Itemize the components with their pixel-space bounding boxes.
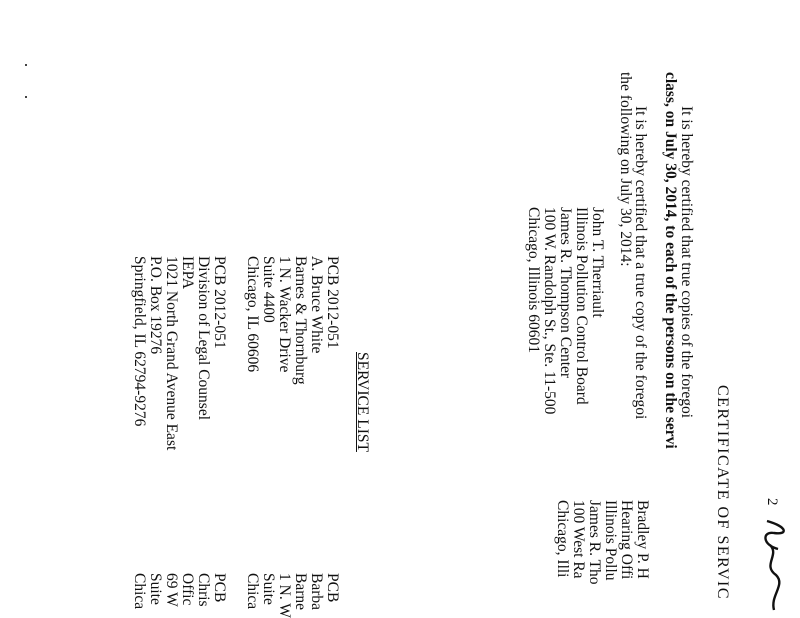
address-line: Bradley P. H <box>634 500 651 579</box>
body-paragraph-line-4: the following on July 30, 2014: <box>617 72 634 267</box>
address-line: PCB 2012-051 <box>324 256 341 349</box>
hearing-officer-block <box>554 500 650 585</box>
body-paragraph-line-2: class, on July 30, 2014, to each of the persons on the servi <box>662 72 679 449</box>
address-line: Chicago, Illinois 60601 <box>525 207 542 353</box>
address-line: Illinois Pollu <box>602 500 619 581</box>
address-line: PCB <box>211 573 228 603</box>
address-line: 1 N. Wacker Drive <box>276 256 293 373</box>
address-line: Chica <box>131 573 148 610</box>
scan-speck <box>25 96 27 98</box>
service-entry-3 <box>244 573 340 618</box>
address-line: Suite <box>260 573 277 605</box>
address-line: Hearing Offi <box>618 500 635 580</box>
address-line: PCB <box>324 573 341 603</box>
address-line: Division of Legal Counsel <box>195 256 212 421</box>
address-line: Illinois Pollution Control Board <box>573 207 590 405</box>
scan-speck <box>25 64 27 66</box>
address-line: Offic <box>179 573 196 606</box>
service-entry-1 <box>244 256 340 385</box>
address-line: James R. Thompson Center <box>557 207 574 379</box>
address-line: PCB 2012-051 <box>211 256 228 349</box>
address-line: Barnes & Thornburg <box>292 256 309 385</box>
address-line: Barne <box>292 573 309 611</box>
address-line: P.O. Box 19276 <box>147 256 164 355</box>
address-line: Chicago, Illi <box>554 500 571 578</box>
address-line: Chica <box>244 573 261 610</box>
body-paragraph-line-3: It is hereby certified that a true copy of the foregoi <box>632 106 649 420</box>
address-line: 1 N. W <box>276 573 293 618</box>
certificate-heading: CERTIFICATE OF SERVIC <box>714 385 731 601</box>
signature-image <box>756 515 792 615</box>
page-number: 2 <box>764 498 780 506</box>
address-line: John T. Therriault <box>589 207 606 318</box>
address-line: 100 W. Randolph St., Ste. 11-500 <box>541 207 558 415</box>
address-line: Barba <box>308 573 325 611</box>
address-line: IEPA <box>179 256 196 290</box>
address-line: 100 West Ra <box>570 500 587 579</box>
address-line: Chicago, IL 60606 <box>244 256 261 373</box>
address-line: 69 W <box>163 573 180 607</box>
address-line: James R. Tho <box>586 500 603 585</box>
service-list-heading: SERVICE LIST <box>354 352 371 452</box>
service-entry-4 <box>131 573 227 609</box>
address-line: Suite <box>147 573 164 605</box>
recipient-address-block <box>525 207 605 414</box>
address-line: A. Bruce White <box>308 256 325 354</box>
address-line: Springfield, IL 62794-9276 <box>131 256 148 427</box>
address-line: 1021 North Grand Avenue East <box>163 256 180 451</box>
service-entry-2 <box>131 256 227 450</box>
address-line: Suite 4400 <box>260 256 277 323</box>
body-paragraph-line-1: It is hereby certified that true copies of the foregoi <box>678 106 695 419</box>
address-line: Chris <box>195 573 212 607</box>
